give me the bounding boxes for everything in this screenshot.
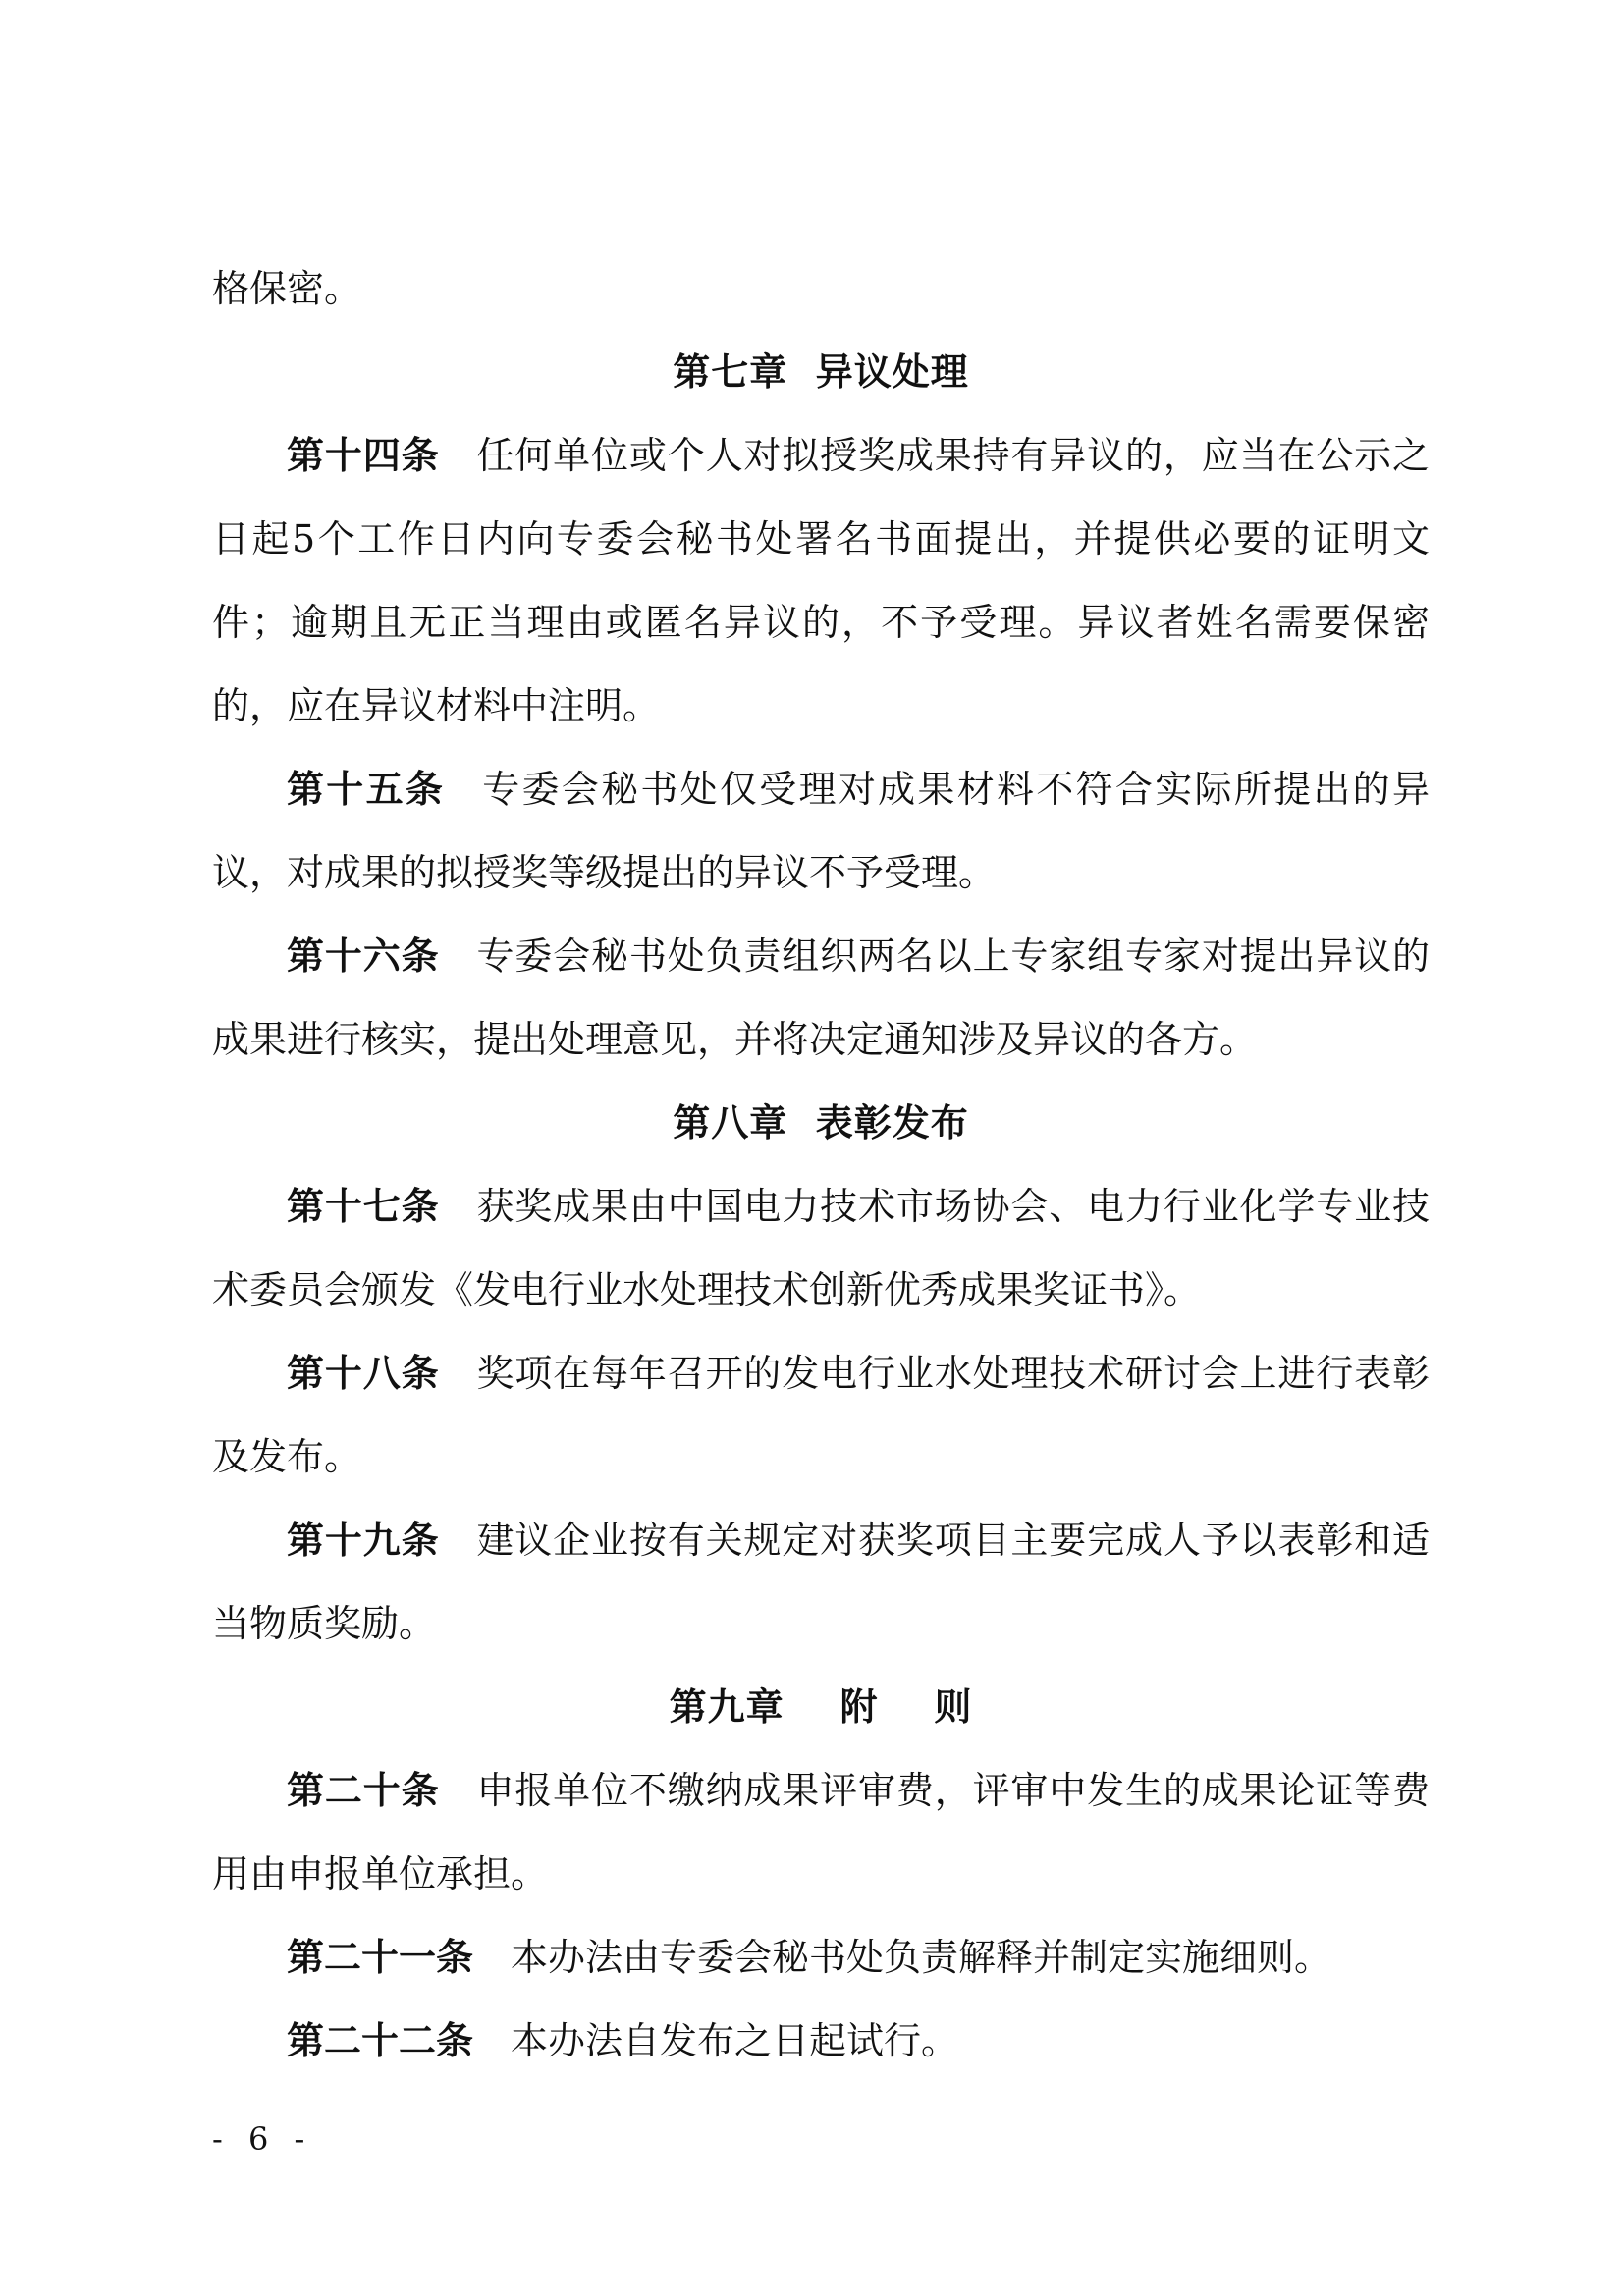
article-text: 专委会秘书处负责组织两名以上专家组专家对提出异议的成果进行核实，提出处理意见，并将决定通知涉及异议的各方。 [212,934,1430,1061]
article-text: 建议企业按有关规定对获奖项目主要完成人予以表彰和适当物质奖励。 [212,1519,1430,1645]
article-paragraph [212,915,1430,1082]
article-paragraph [212,1499,1430,1666]
article-text: 申报单位不缴纳成果评审费，评审中发生的成果论证等费用由申报单位承担。 [212,1769,1430,1896]
article-label: 第二十一条 [287,1936,474,1979]
article-label: 第十五条 [287,768,446,811]
article-label: 第十四条 [287,434,440,477]
page-number: - 6 - [212,2120,313,2158]
article-text: 专委会秘书处仅受理对成果材料不符合实际所提出的异议，对成果的拟授奖等级提出的异议不予受理。 [212,768,1430,894]
article-paragraph [212,2000,1430,2083]
chapter-title: 第九章 附 则 [669,1685,973,1729]
article-paragraph [212,414,1430,748]
document-body [212,247,1430,2083]
article-label: 第二十条 [287,1769,440,1812]
article-text: 获奖成果由中国电力技术市场协会、电力行业化学专业技术委员会颁发《发电行业水处理技术创新优秀成果奖证书》。 [212,1185,1430,1311]
continuation-text: 格保密。 [212,267,362,310]
article-text: 本办法自发布之日起试行。 [511,2019,959,2062]
article-label: 第十九条 [287,1519,440,1562]
article-paragraph [212,1749,1430,1916]
article-label: 第二十二条 [287,2019,474,2062]
article-paragraph [212,1916,1430,2000]
article-label: 第十八条 [287,1352,440,1395]
article-label: 第十六条 [287,934,440,978]
chapter-title: 第八章 表彰发布 [673,1101,969,1145]
article-paragraph [212,1165,1430,1332]
article-paragraph [212,1332,1430,1499]
article-text: 本办法由专委会秘书处负责解释并制定实施细则。 [511,1936,1332,1979]
article-paragraph [212,748,1430,915]
article-text: 任何单位或个人对拟授奖成果持有异议的，应当在公示之日起5个工作日内向专委会秘书处署名书面提出，并提供必要的证明文件；逾期且无正当理由或匿名异议的，不予受理。异议者姓名需要保密的，应在异议材料中注明。 [212,434,1430,727]
article-text: 奖项在每年召开的发电行业水处理技术研讨会上进行表彰及发布。 [212,1352,1430,1478]
chapter-title: 第七章 异议处理 [673,350,969,394]
article-label: 第十七条 [287,1185,440,1228]
